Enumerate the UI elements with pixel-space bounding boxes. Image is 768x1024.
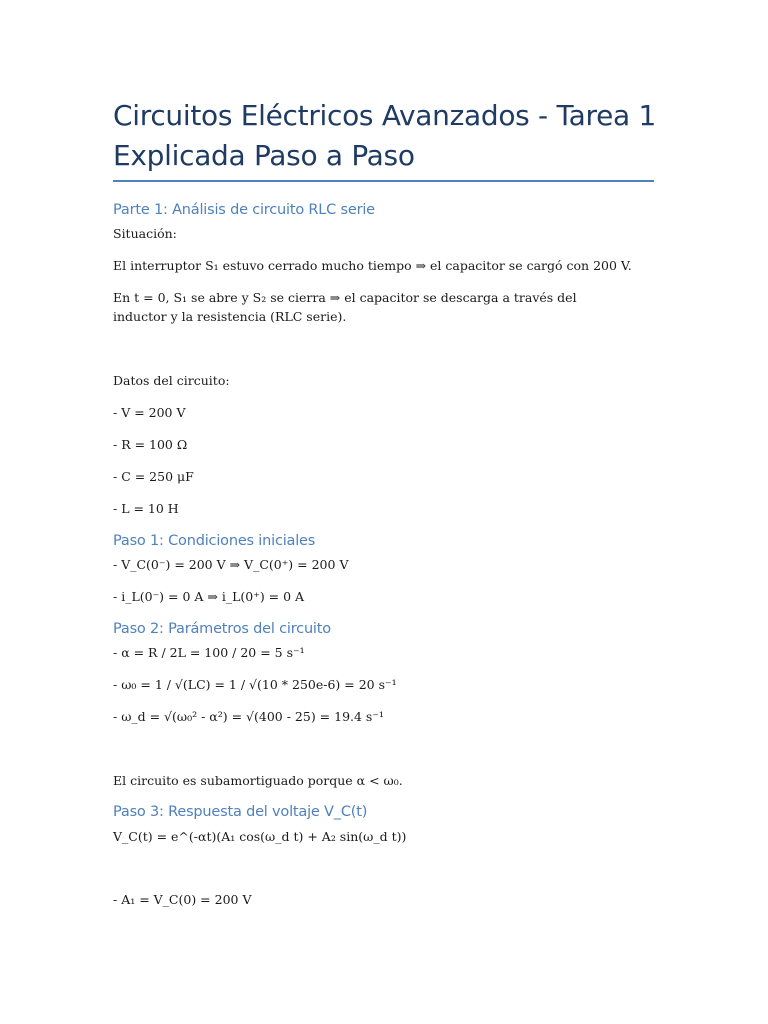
situation-label: Situación: <box>113 226 177 241</box>
step3-equation: V_C(t) = e^(-αt)(A₁ cos(ω_d t) + A₂ sin(ω_d t)) <box>113 829 407 844</box>
title-line-2: Explicada Paso a Paso <box>113 139 415 172</box>
situation-paragraph-1: El interruptor S₁ estuvo cerrado mucho tiempo ⇒ el capacitor se cargó con 200 V. <box>113 258 632 273</box>
data-item-resistance: - R = 100 Ω <box>113 437 188 452</box>
data-item-inductance: - L = 10 H <box>113 501 179 516</box>
document-title <box>113 96 658 176</box>
heading-step-3: Paso 3: Respuesta del voltaje V_C(t) <box>113 804 368 820</box>
step1-line-1: - V_C(0⁻) = 200 V ⇒ V_C(0⁺) = 200 V <box>113 557 349 572</box>
step1-line-2: - i_L(0⁻) = 0 A ⇒ i_L(0⁺) = 0 A <box>113 589 305 604</box>
step2-line-alpha: - α = R / 2L = 100 / 20 = 5 s⁻¹ <box>113 645 305 660</box>
step3-line-a1: - A₁ = V_C(0) = 200 V <box>113 892 252 907</box>
data-item-capacitance: - C = 250 μF <box>113 469 194 484</box>
title-line-1: Circuitos Eléctricos Avanzados - Tarea 1 <box>113 99 656 132</box>
heading-step-2: Paso 2: Parámetros del circuito <box>113 621 331 637</box>
heading-part-1: Parte 1: Análisis de circuito RLC serie <box>113 202 375 218</box>
data-label: Datos del circuito: <box>113 373 230 388</box>
step2-line-omegad: - ω_d = √(ω₀² - α²) = √(400 - 25) = 19.4 s⁻¹ <box>113 709 384 724</box>
step2-line-omega0: - ω₀ = 1 / √(LC) = 1 / √(10 * 250e-6) = 20 s⁻¹ <box>113 677 397 692</box>
data-item-voltage: - V = 200 V <box>113 405 186 420</box>
situation-paragraph-2: En t = 0, S₁ se abre y S₂ se cierra ⇒ el capacitor se descarga a través del inductor y la resistencia (RLC serie). <box>113 290 577 324</box>
step2-conclusion: El circuito es subamortiguado porque α < ω₀. <box>113 773 403 788</box>
heading-step-1: Paso 1: Condiciones iniciales <box>113 533 316 549</box>
title-divider <box>113 180 654 182</box>
